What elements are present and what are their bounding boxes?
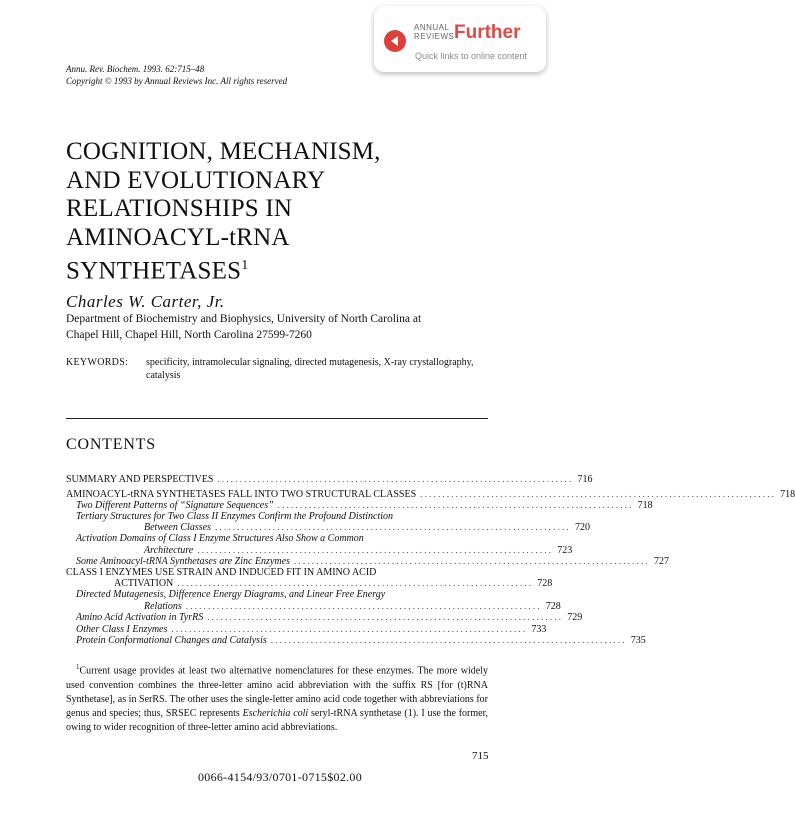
toc-entry[interactable]: CLASS I ENZYMES USE STRAIN AND INDUCED FIT IN AMINO ACID: [66, 566, 377, 578]
keywords-label: KEYWORDS:: [66, 357, 129, 368]
brand-small-text: ANNUAL REVIEWS: [414, 23, 455, 41]
back-arrow-icon: [384, 30, 406, 52]
toc-entry-continued[interactable]: ACTIVATION ................................................................................ 728: [114, 578, 553, 590]
toc-entry-continued[interactable]: Architecture ................................................................................ 723: [144, 544, 573, 556]
brand-further: Further: [454, 22, 521, 43]
toc-entry-continued[interactable]: Between Classes ................................................................................ 720: [144, 522, 590, 534]
table-of-contents: [66, 474, 795, 647]
title-footnote-mark[interactable]: 1: [241, 258, 249, 273]
copyright-line: Copyright © 1993 by Annual Reviews Inc. All rights reserved: [66, 76, 288, 86]
banner-subtitle[interactable]: Quick links to online content: [415, 51, 528, 61]
document-code: 0066-4154/93/0701-0715$02.00: [197, 770, 363, 784]
toc-entry[interactable]: Some Aminoacyl-tRNA Synthetases are Zinc Enzymes ................................................................................ 727: [76, 556, 669, 568]
toc-entry-continued[interactable]: Relations ................................................................................ 728: [144, 600, 561, 612]
keywords-text: specificity, intramolecular signaling, directed mutagenesis, X-ray crystallography, catalysis: [146, 357, 474, 381]
article-title: COGNITION, MECHANISM, AND EVOLUTIONARY RELATIONSHIPS IN AMINOACYL-tRNA SYNTHETASES$^1$: [66, 138, 381, 285]
toc-entry[interactable]: Amino Acid Activation in TyrRS ................................................................................ 729: [76, 612, 583, 624]
toc-entry[interactable]: Activation Domains of Class I Enzyme Structures Also Show a Common: [76, 532, 364, 544]
citation-line: Annu. Rev. Biochem. 1993. 62:715–48: [66, 64, 205, 74]
toc-entry[interactable]: Two Different Patterns of “Signature Sequences” ................................................................................ 718: [76, 500, 653, 512]
page-number: 715: [472, 750, 489, 762]
footnote: $^1$Current usage provides at least two alternative nomenclatures for these enzymes. The more widely used convention combines the three-letter amino acid abbreviation with the suffix RS [for (t)RNA Synthetase], as in SerRS. The other uses the single-letter amino acid code together with abbreviations for genus and species; thus, SRSEC represents Escherichia coli seryl-tRNA synthetase (1). I use the former, owing to wider recognition of three-letter amino acid abbreviations.: [66, 663, 489, 734]
author-name: Charles W. Carter, Jr.: [66, 292, 225, 311]
divider: [66, 418, 488, 419]
annual-reviews-further-banner[interactable]: [374, 6, 546, 72]
toc-entry[interactable]: Tertiary Structures for Two Class II Enzymes Confirm the Profound Distinction: [76, 510, 394, 522]
toc-entry[interactable]: AMINOACYL-tRNA SYNTHETASES FALL INTO TWO STRUCTURAL CLASSES ................................................................................ 718: [66, 488, 795, 500]
toc-entry[interactable]: Directed Mutagenesis, Difference Energy Diagrams, and Linear Free Energy: [76, 588, 386, 600]
species-name: Escherichia coli: [242, 707, 309, 719]
toc-entry[interactable]: Protein Conformational Changes and Catalysis ................................................................................ 735: [76, 635, 646, 647]
affiliation: Department of Biochemistry and Biophysics, University of North Carolina at Chapel Hill, Chapel Hill, North Carolina 27599-7260: [66, 313, 422, 341]
toc-entry[interactable]: SUMMARY AND PERSPECTIVES ................................................................................ 716: [66, 474, 593, 485]
contents-heading: CONTENTS: [66, 436, 156, 453]
citation: [66, 63, 287, 87]
footnote-mark: 1: [76, 663, 80, 671]
toc-entry[interactable]: Other Class I Enzymes ................................................................................ 733: [76, 623, 547, 635]
